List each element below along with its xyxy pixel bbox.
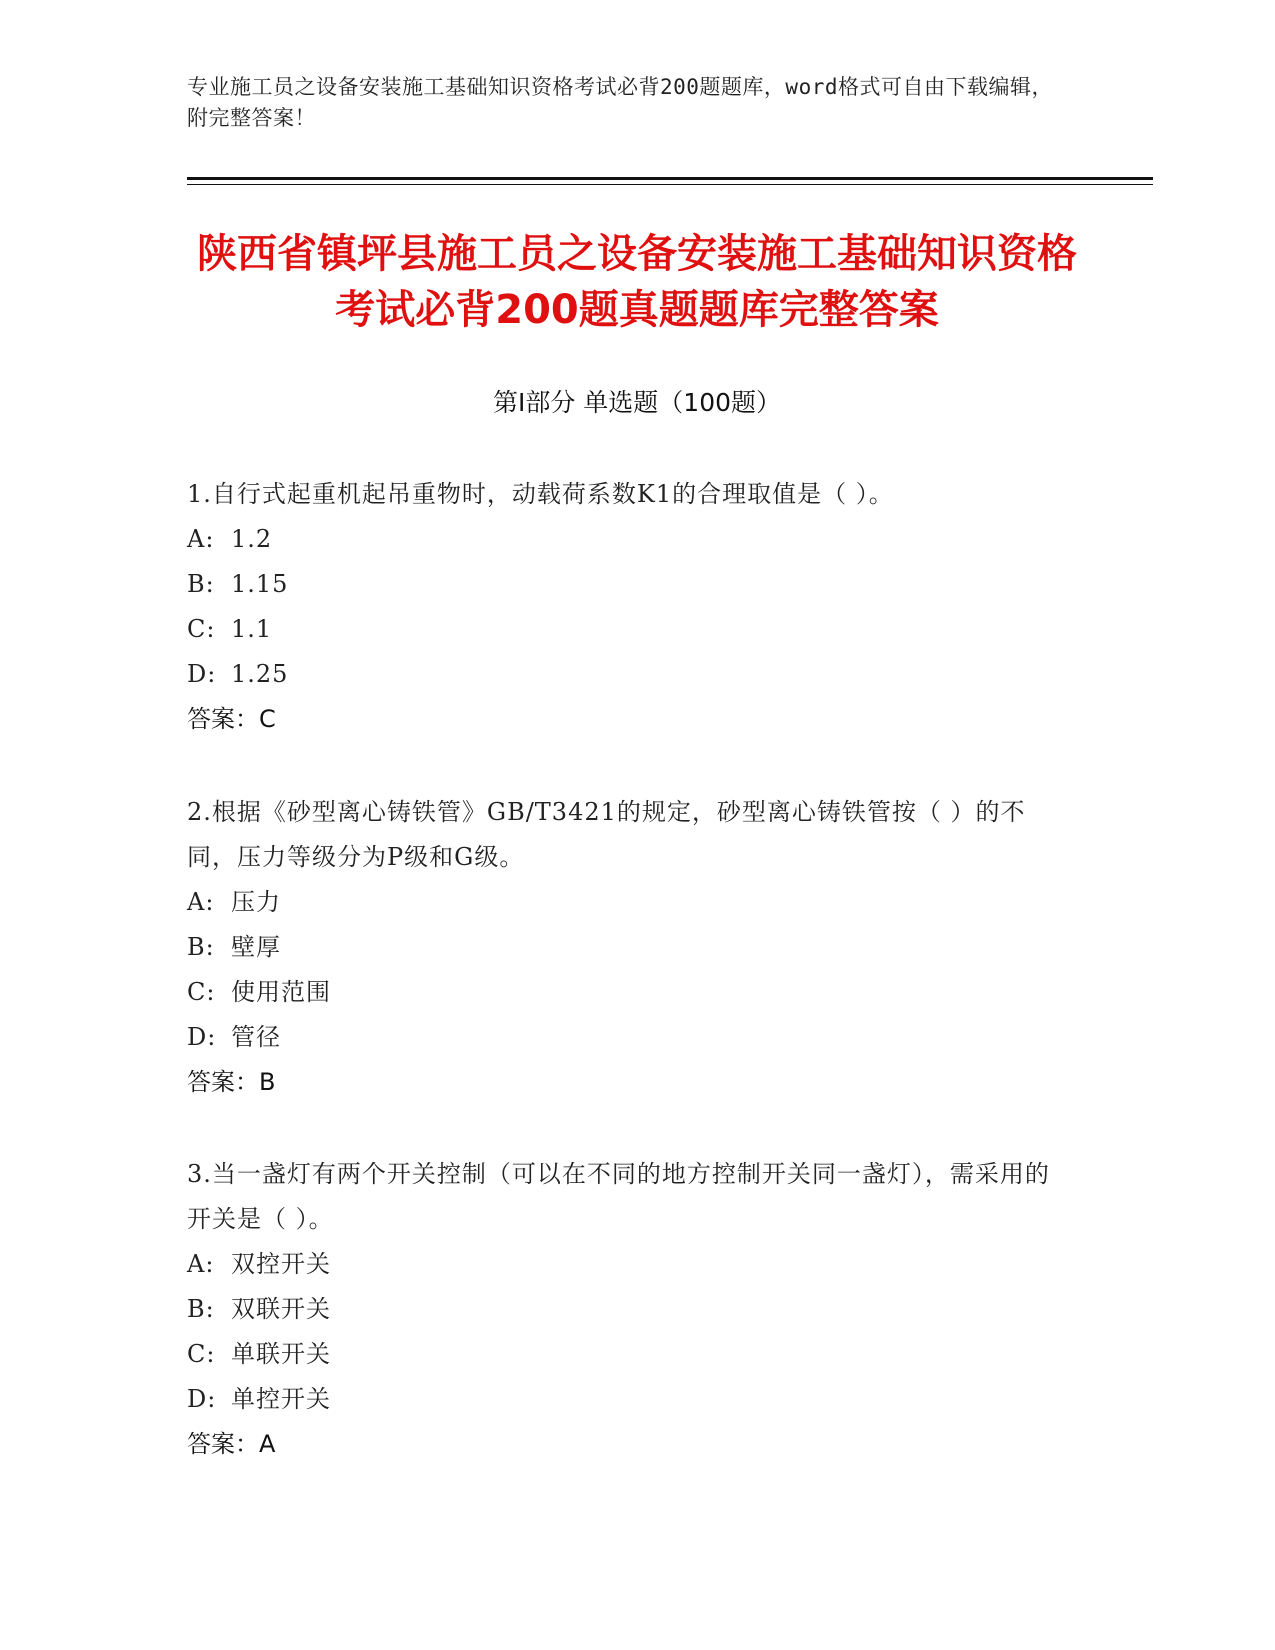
question-stem: 1.自行式起重机起吊重物时，动载荷系数K1的合理取值是（ ）。 [187,480,894,508]
answer-line: 答案：A [187,1430,276,1458]
option-text: 壁厚 [231,933,281,961]
option-letter: A: [187,525,215,553]
section-heading: 第I部分 单选题（100题） [492,388,782,417]
option-d [187,1377,1067,1422]
question-3 [187,1152,1067,1467]
option-text: 双联开关 [231,1295,331,1323]
option-letter: D: [187,1023,217,1051]
option-c [187,607,1067,652]
question-stem: 2.根据《砂型离心铸铁管》GB/T3421的规定，砂型离心铸铁管按（ ）的不同，压力等级分为P级和G级。 [187,798,1026,871]
option-a [187,880,1067,925]
question-stem: 3.当一盏灯有两个开关控制（可以在不同的地方控制开关同一盏灯），需采用的开关是（ ）。 [187,1160,1050,1233]
option-text: 单控开关 [231,1385,331,1413]
option-b [187,1287,1067,1332]
option-text: 1.2 [231,525,273,553]
option-text: 1.1 [231,615,273,643]
option-a [187,1242,1067,1287]
option-c [187,1332,1067,1377]
option-text: 双控开关 [231,1250,331,1278]
header-note: 专业施工员之设备安装施工基础知识资格考试必背200题题库，word格式可自由下载编辑，附完整答案！ [187,75,1053,130]
option-letter: B: [187,933,215,961]
option-a [187,517,1067,562]
option-text: 单联开关 [231,1340,331,1368]
header-divider-thin [187,184,1153,185]
option-text: 1.15 [231,570,289,598]
option-letter: D: [187,1385,217,1413]
question-1 [187,472,1067,742]
option-b [187,925,1067,970]
option-letter: A: [187,1250,215,1278]
option-letter: B: [187,1295,215,1323]
option-text: 使用范围 [231,978,331,1006]
option-d [187,1015,1067,1060]
option-text: 1.25 [231,660,289,688]
answer-line: 答案：B [187,1068,276,1096]
option-letter: D: [187,660,217,688]
answer-line: 答案：C [187,705,276,733]
option-letter: C: [187,978,216,1006]
document-title: 陕西省镇坪县施工员之设备安装施工基础知识资格考试必背200题真题题库完整答案 [197,231,1077,333]
option-d [187,652,1067,697]
option-b [187,562,1067,607]
option-letter: A: [187,888,215,916]
option-c [187,970,1067,1015]
question-2 [187,790,1067,1105]
option-text: 压力 [231,888,281,916]
option-letter: C: [187,615,216,643]
option-letter: B: [187,570,215,598]
header-divider-thick [187,177,1153,180]
option-text: 管径 [231,1023,281,1051]
option-letter: C: [187,1340,216,1368]
